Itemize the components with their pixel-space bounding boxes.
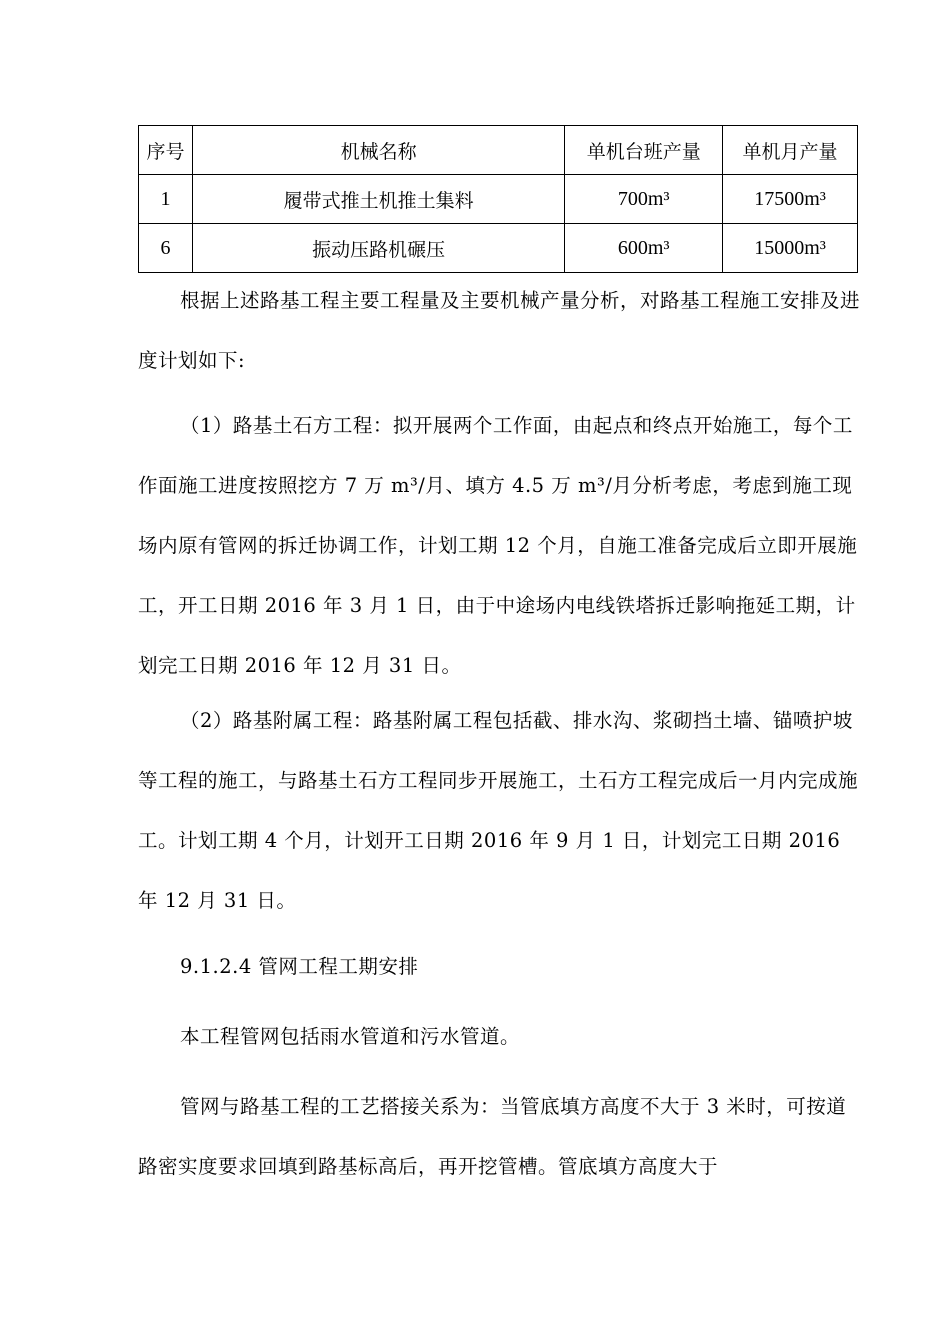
table-cell: 600m³ — [565, 224, 723, 273]
table-cell: 1 — [139, 175, 193, 224]
paragraph-pipe-relation: 管网与路基工程的工艺搭接关系为：当管底填方高度不大于 3 米时，可按道路密实度要求回填到路基标高后，再开挖管槽。管底填方高度大于 — [138, 1095, 847, 1178]
table-cell: 15000m³ — [723, 224, 858, 273]
paragraph-pipe-network: 本工程管网包括雨水管道和污水管道。 — [180, 1025, 521, 1048]
table-row — [139, 175, 858, 224]
machine-output-table — [138, 125, 858, 273]
table-cell: 17500m³ — [723, 175, 858, 224]
header-cell: 序号 — [139, 126, 193, 175]
table-cell: 振动压路机碾压 — [192, 224, 564, 273]
table-cell: 履带式推土机推土集料 — [192, 175, 564, 224]
header-cell: 机械名称 — [192, 126, 564, 175]
table-cell: 700m³ — [565, 175, 723, 224]
paragraph-ancillary: （2）路基附属工程：路基附属工程包括截、排水沟、浆砌挡土墙、锚喷护坡等工程的施工，与路基土石方工程同步开展施工，土石方工程完成后一月内完成施工。计划工期 4 个月，计划开工日期 2016 年 9 月 1 日，计划完工日期 2016 年 12 月 31 日。 — [138, 709, 859, 912]
paragraph-earthwork: （1）路基土石方工程：拟开展两个工作面，由起点和终点开始施工，每个工作面施工进度按照挖方 7 万 m³/月、填方 4.5 万 m³/月分析考虑，考虑到施工现场内原有管网的拆迁协调工作，计划工期 12 个月，自施工准备完成后立即开展施工，开工日期 2016 年 3 月 1 日，由于中途场内电线铁塔拆迁影响拖延工期，计划完工日期 2016 年 12 月 31 日。 — [138, 414, 858, 677]
table-cell: 6 — [139, 224, 193, 273]
paragraph-intro: 根据上述路基工程主要工程量及主要机械产量分析，对路基工程施工安排及进度计划如下: — [138, 289, 861, 372]
header-cell: 单机月产量 — [723, 126, 858, 175]
table-header-row — [139, 126, 858, 175]
header-cell: 单机台班产量 — [565, 126, 723, 175]
table-row — [139, 224, 858, 273]
section-heading: 9.1.2.4 管网工程工期安排 — [180, 955, 419, 978]
